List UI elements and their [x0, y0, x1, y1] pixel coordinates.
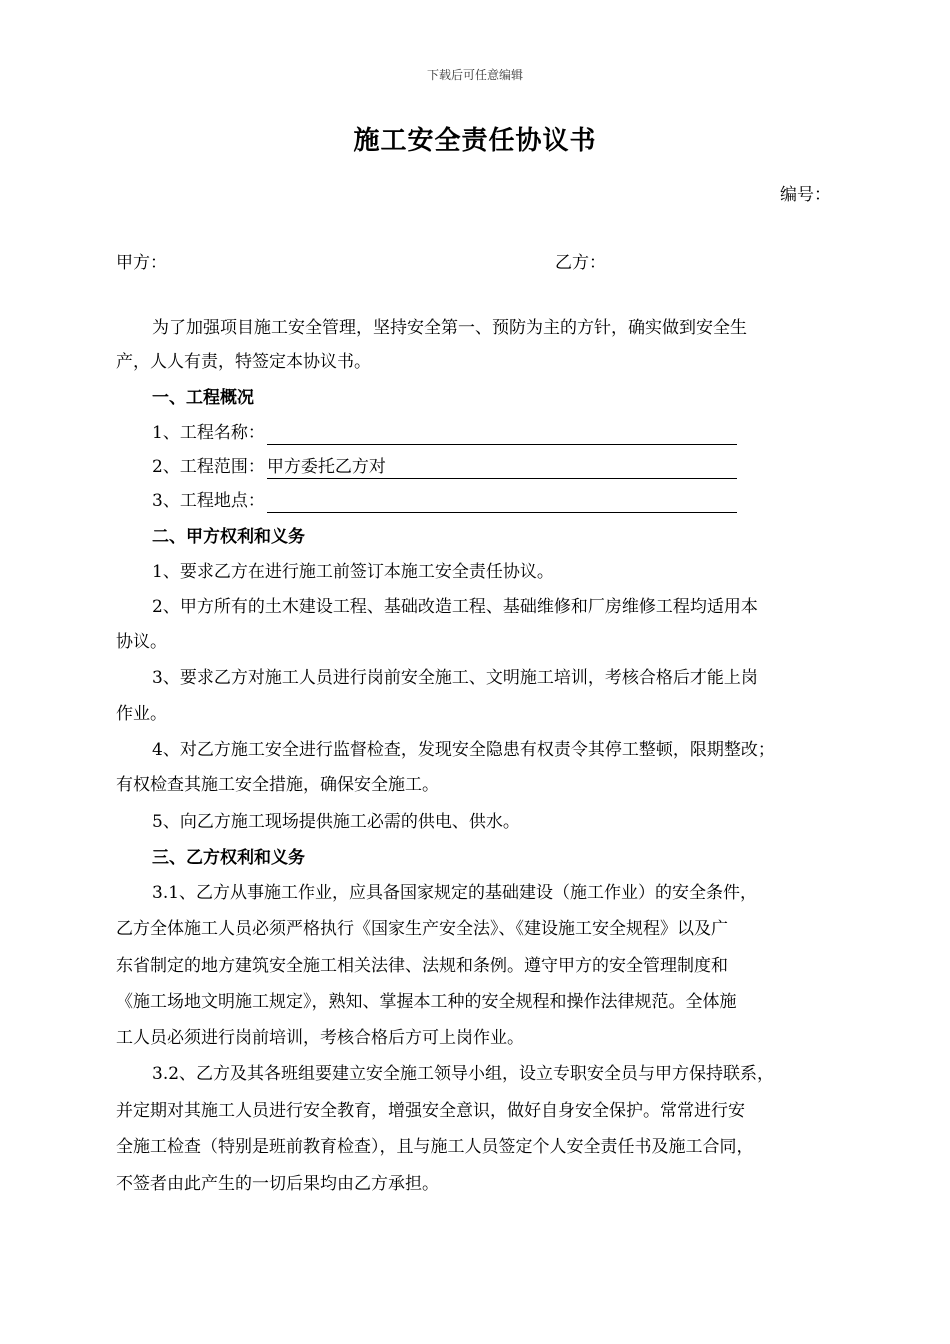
project-scope-field[interactable]: 甲方委托乙方对 [267, 456, 737, 479]
project-name-row [152, 421, 737, 445]
party-a-label: 甲方： [116, 253, 167, 273]
intro-line-1: 为了加强项目施工安全管理，坚持安全第一、预防为主的方针，确实做到安全生 [152, 318, 747, 338]
section3-clause-1-line-2: 乙方全体施工人员必须严格执行《国家生产安全法》、《建设施工安全规程》以及广 [116, 919, 728, 939]
intro-line-2: 产，人人有责，特签定本协议书。 [116, 352, 371, 372]
project-location-field[interactable] [267, 490, 737, 513]
section2-item-4-line-2: 有权检查其施工安全措施，确保安全施工。 [116, 775, 439, 795]
section3-clause-2-line-2: 并定期对其施工人员进行安全教育，增强安全意识，做好自身安全保护。常常进行安 [116, 1101, 745, 1121]
project-name-label: 1、工程名称： [152, 423, 265, 443]
section3-clause-2-line-3: 全施工检查（特别是班前教育检查），且与施工人员签定个人安全责任书及施工合同， [116, 1137, 754, 1157]
section2-item-3-line-1: 3、要求乙方对施工人员进行岗前安全施工、文明施工培训，考核合格后才能上岗 [152, 668, 758, 688]
number-label: 编号： [780, 185, 831, 205]
section2-item-5: 5、向乙方施工现场提供施工必需的供电、供水。 [152, 812, 520, 832]
section3-clause-1-line-3: 东省制定的地方建筑安全施工相关法律、法规和条例。遵守甲方的安全管理制度和 [116, 956, 728, 976]
section1-heading: 一、工程概况 [152, 388, 254, 408]
project-scope-row [152, 455, 737, 479]
section3-clause-1-line-4: 《施工场地文明施工规定》，熟知、掌握本工种的安全规程和操作法律规范。全体施 [116, 992, 737, 1012]
section2-item-2-line-1: 2、甲方所有的土木建设工程、基础改造工程、基础维修和厂房维修工程均适用本 [152, 597, 758, 617]
project-location-label: 3、工程地点： [152, 491, 265, 511]
section3-clause-2-line-4: 不签者由此产生的一切后果均由乙方承担。 [116, 1174, 439, 1194]
party-b-label: 乙方： [555, 253, 606, 273]
section3-clause-1-line-5: 工人员必须进行岗前培训，考核合格后方可上岗作业。 [116, 1028, 524, 1048]
project-name-field[interactable] [267, 422, 737, 445]
section2-item-1: 1、要求乙方在进行施工前签订本施工安全责任协议。 [152, 562, 554, 582]
section2-heading: 二、甲方权利和义务 [152, 527, 305, 547]
section3-heading: 三、乙方权利和义务 [152, 848, 305, 868]
header-note: 下载后可任意编辑 [426, 68, 523, 82]
section2-item-2-line-2: 协议。 [116, 632, 167, 652]
section3-clause-1-line-1: 3.1、乙方从事施工作业，应具备国家规定的基础建设（施工作业）的安全条件， [152, 883, 758, 903]
section2-item-3-line-2: 作业。 [116, 704, 167, 724]
section2-item-4-line-1: 4、对乙方施工安全进行监督检查，发现安全隐患有权责令其停工整顿，限期整改； [152, 740, 775, 760]
section3-clause-2-line-1: 3.2、乙方及其各班组要建立安全施工领导小组，设立专职安全员与甲方保持联系， [152, 1064, 775, 1084]
project-scope-label: 2、工程范围： [152, 457, 265, 477]
document-title: 施工安全责任协议书 [353, 126, 597, 156]
project-location-row [152, 489, 737, 513]
